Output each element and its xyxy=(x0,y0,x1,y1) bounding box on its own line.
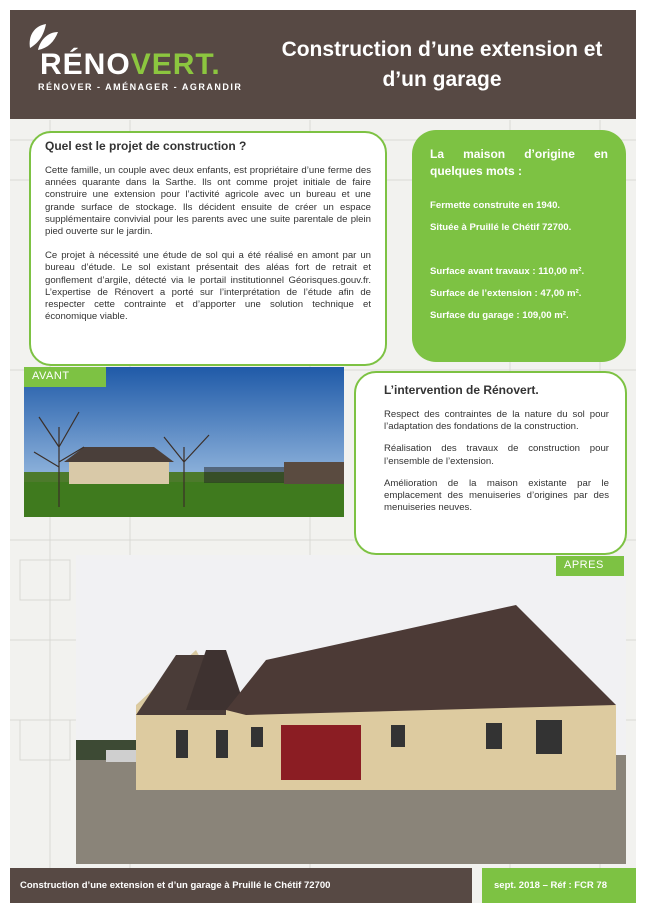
project-paragraph-1: Cette famille, un couple avec deux enfants, est propriétaire d’une ferme des années quarante dans la Sarthe. Ils ont comme projet initiale de faire construire une extension pour l’activité agricole avec un bureau et une grande surface de stockage. Ils décident ensuite de créer un espace supplémentaire convivial pour les parents avec une suite parentale de plein pied ouverte sur le jardin. xyxy=(45,165,371,238)
page xyxy=(10,10,636,903)
title-line-2: d’un garage xyxy=(382,68,502,91)
intervention-card xyxy=(354,371,627,555)
fact-item-1: Fermette construite en 1940. xyxy=(430,200,561,211)
fact-item-3: Surface avant travaux : 110,00 m². xyxy=(430,266,585,277)
title-line-1: Construction d’une extension et xyxy=(281,38,603,61)
facts-heading: La maison d’origine en quelques mots : xyxy=(430,147,608,178)
after-photo xyxy=(76,555,626,864)
intervention-heading: L’intervention de Rénovert. xyxy=(384,383,539,397)
intervention-paragraph-3: Amélioration de la maison existante par le emplacement des menuiseries d’origines par des menuiseries neuves. xyxy=(384,477,609,514)
footer-right: sept. 2018 – Réf : FCR 78 xyxy=(482,868,636,903)
fact-item-2: Située à Pruillé le Chétif 72700. xyxy=(430,222,572,233)
before-label: AVANT xyxy=(24,367,106,387)
project-paragraph-2: Ce projet à nécessité une étude de sol qui a été réalisé en amont par un bureau d’étude. Le sol existant présentait des aléas fort de retrait et gonflement d’argile, détecté via le portail institutionnel Géorisques.gouv.fr. L’expertise de Rénovert a porté sur l’interprétation de l’étude afin de respecter cette contrainte et d’apporter une solution technique et économique viable. xyxy=(45,250,371,323)
before-photo xyxy=(24,367,344,517)
fact-item-5: Surface du garage : 109,00 m². xyxy=(430,310,569,321)
project-card xyxy=(29,131,387,366)
intervention-paragraph-1: Respect des contraintes de la nature du sol pour l’adaptation des fondations de la construction. xyxy=(384,409,609,433)
facts-box xyxy=(412,130,626,362)
logo xyxy=(40,48,221,82)
after-label: APRES xyxy=(556,556,624,576)
logo-tagline: RÉNOVER - AMÉNAGER - AGRANDIR xyxy=(38,82,243,92)
project-heading: Quel est le projet de construction ? xyxy=(45,139,247,153)
logo-part-2: VERT. xyxy=(130,48,221,81)
fact-item-4: Surface de l’extension : 47,00 m². xyxy=(430,288,582,299)
footer-left: Construction d’une extension et d’un garage à Pruillé le Chétif 72700 xyxy=(10,868,472,903)
intervention-paragraph-2: Réalisation des travaux de construction pour l’ensemble de l’extension. xyxy=(384,443,609,467)
logo-part-1: RÉNO xyxy=(40,48,131,81)
header xyxy=(10,10,636,119)
page-title xyxy=(262,35,622,95)
